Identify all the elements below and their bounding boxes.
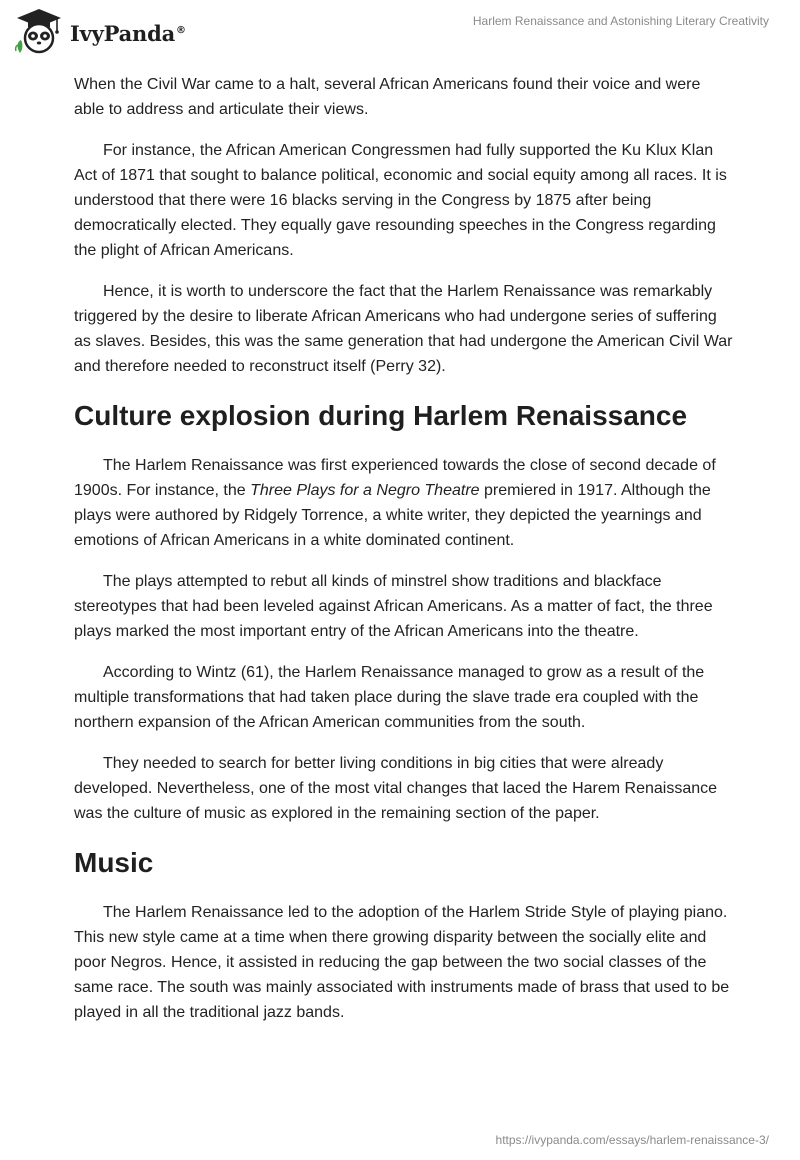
paragraph (74, 453, 734, 553)
paragraph: The plays attempted to rebut all kinds of minstrel show traditions and blackface stereotypes that had been leveled against African Americans. As a matter of fact, the three plays marked the most important entry of the African Americans into the theatre. (74, 573, 713, 640)
paragraph: According to Wintz (61), the Harlem Renaissance managed to grow as a result of the multiple transformations that had taken place during the slave trade era coupled with the northern expansion of the African American communities from the south. (74, 664, 705, 731)
paragraph: Hence, it is worth to underscore the fact that the Harlem Renaissance was remarkably triggered by the desire to liberate African Americans who had undergone series of suffering as slaves. Besides, this was the same generation that had undergone the American Civil War and therefore needed to reconstruct itself (Perry 32). (74, 283, 733, 375)
source-url[interactable]: https://ivypanda.com/essays/harlem-renaissance-3/ (495, 1133, 769, 1147)
registered-mark: ® (176, 24, 186, 36)
document-title: Harlem Renaissance and Astonishing Literary Creativity (472, 14, 769, 28)
paragraph-text: The Harlem Renaissance was first experienced towards the close of second decade of 1900s. For instance, the (74, 457, 716, 499)
essay-body (74, 72, 734, 1041)
paragraph: When the Civil War came to a halt, several African Americans found their voice and were able to address and articulate their views. (74, 76, 701, 118)
paragraph: The Harlem Renaissance led to the adoption of the Harlem Stride Style of playing piano. This new style came at a time when there growing disparity between the socially elite and poor Negros. Hence, it assisted in reducing the gap between the two social classes of the same race. The south was mainly associated with instruments made of brass that used to be played in all the traditional jazz bands. (74, 904, 730, 1021)
brand-name: IvyPanda (70, 20, 176, 46)
panda-graduate-icon (14, 7, 64, 57)
paragraph-text: premiered in 1917. Although the plays were authored by Ridgely Torrence, a white writer, they depicted the yearnings and emotions of African Americans in a white dominated continent. (74, 482, 711, 549)
paragraph: For instance, the African American Congressmen had fully supported the Ku Klux Klan Act of 1871 that sought to balance political, economic and social equity among all races. It is understood that there were 16 blacks serving in the Congress by 1875 after being democratically elected. They equally gave resounding speeches in the Congress regarding the plight of African Americans. (74, 142, 727, 259)
play-title: Three Plays for a Negro Theatre (250, 482, 480, 499)
ivypanda-logo[interactable] (14, 7, 186, 57)
section-heading: Culture explosion during Harlem Renaissance (74, 400, 688, 431)
page-header (0, 0, 800, 70)
section-heading: Music (74, 847, 154, 878)
paragraph: They needed to search for better living conditions in big cities that were already developed. Nevertheless, one of the most vital changes that laced the Harem Renaissance was the culture of music as explored in the remaining section of the paper. (74, 755, 718, 822)
